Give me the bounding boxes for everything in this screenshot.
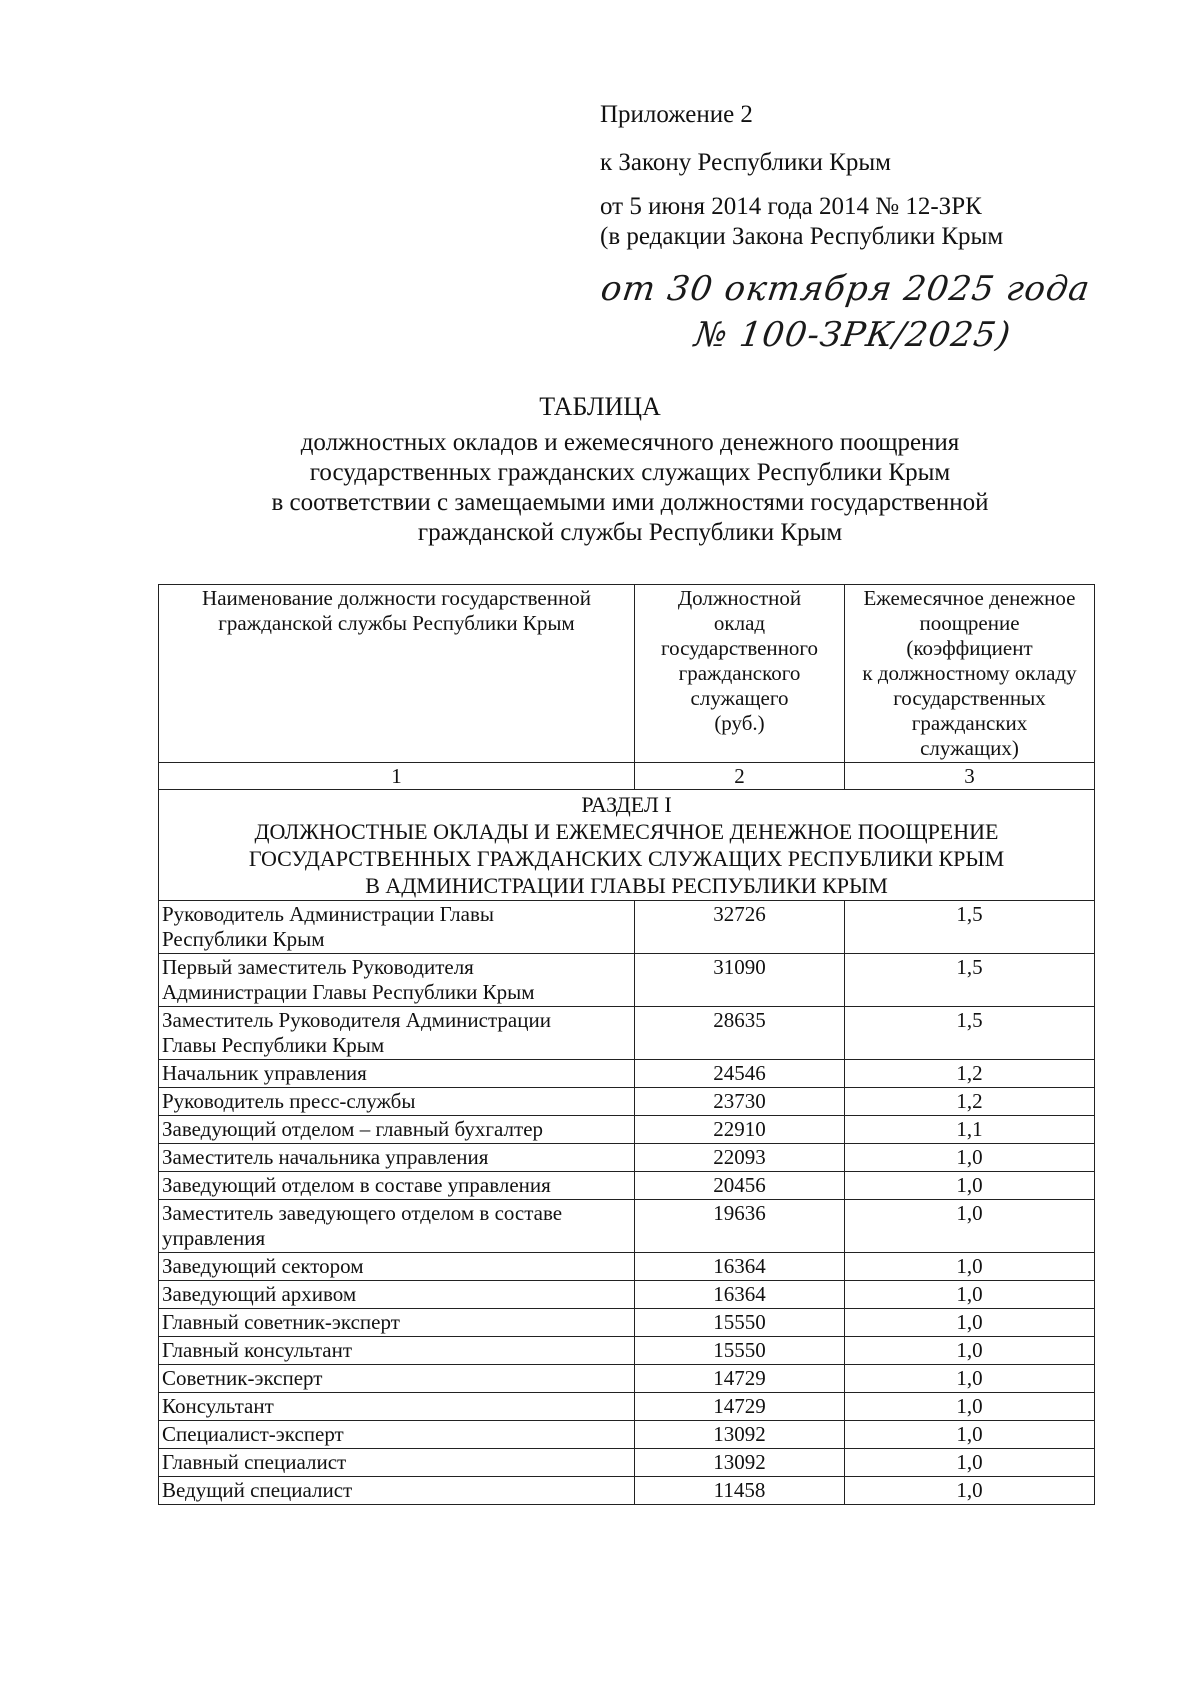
salary-cell: 24546 [635, 1060, 845, 1088]
table-row [159, 1007, 1095, 1060]
section-line: ДОЛЖНОСТНЫЕ ОКЛАДЫ И ЕЖЕМЕСЯЧНОЕ ДЕНЕЖНОЕ ПООЩРЕНИЕ [254, 819, 999, 844]
subtitle-line: в соответствии с замещаемыми ими должностями государственной [271, 489, 989, 516]
appendix-block [600, 100, 1003, 252]
coefficient-cell: 1,0 [845, 1393, 1095, 1421]
position-name-line: Главный советник-эксперт [162, 1310, 400, 1334]
position-name-cell [159, 1421, 635, 1449]
position-name-line: Администрации Главы Республики Крым [162, 980, 535, 1004]
coefficient-cell: 1,1 [845, 1116, 1095, 1144]
section-line: В АДМИНИСТРАЦИИ ГЛАВЫ РЕСПУБЛИКИ КРЫМ [365, 873, 888, 898]
coefficient-cell: 1,5 [845, 1007, 1095, 1060]
position-name-cell [159, 1253, 635, 1281]
header-line: государственных [893, 686, 1046, 710]
salary-cell: 16364 [635, 1281, 845, 1309]
header-line: Наименование должности государственной [202, 586, 591, 610]
coefficient-cell: 1,0 [845, 1172, 1095, 1200]
header-line: гражданской службы Республики Крым [218, 611, 575, 635]
position-name-line: Главный консультант [162, 1338, 353, 1362]
position-name-cell [159, 1281, 635, 1309]
header-line: гражданского [678, 661, 801, 685]
appendix-date-number: от 5 июня 2014 года 2014 № 12-ЗРК [600, 193, 982, 220]
header-line: оклад [713, 611, 766, 635]
document-subtitle [0, 428, 1200, 548]
position-name-line: Заместитель начальника управления [162, 1145, 489, 1169]
coefficient-cell: 1,5 [845, 954, 1095, 1007]
table-row [159, 1088, 1095, 1116]
salary-cell: 32726 [635, 901, 845, 954]
appendix-law: к Закону Республики Крым [600, 149, 891, 176]
position-name-cell [159, 1477, 635, 1505]
table-header-row [159, 585, 1095, 763]
position-name-line: Руководитель пресс-службы [162, 1089, 416, 1113]
position-name-cell [159, 1060, 635, 1088]
appendix-title: Приложение 2 [600, 101, 753, 128]
table-row [159, 1144, 1095, 1172]
table-row [159, 1281, 1095, 1309]
header-line: поощрение [919, 611, 1020, 635]
coefficient-cell: 1,0 [845, 1253, 1095, 1281]
position-name-line: Республики Крым [162, 927, 325, 951]
header-line: служащего [690, 686, 789, 710]
coefficient-cell: 1,5 [845, 901, 1095, 954]
table-body [159, 790, 1095, 1505]
table-row [159, 1393, 1095, 1421]
table-row [159, 1172, 1095, 1200]
coefficient-cell: 1,2 [845, 1088, 1095, 1116]
position-name-cell [159, 1200, 635, 1253]
header-line: (руб.) [714, 711, 765, 735]
section-line: РАЗДЕЛ I [581, 792, 672, 817]
position-name-line: Консультант [162, 1394, 274, 1418]
coefficient-cell: 1,0 [845, 1200, 1095, 1253]
position-name-line: Специалист-эксперт [162, 1422, 344, 1446]
position-name-cell [159, 1088, 635, 1116]
salary-cell: 15550 [635, 1337, 845, 1365]
handwritten-amendment [592, 266, 1094, 358]
header-bonus [845, 585, 1095, 763]
position-name-line: Заместитель заведующего отделом в составе [162, 1201, 563, 1225]
coefficient-cell: 1,0 [845, 1309, 1095, 1337]
subtitle-line: должностных окладов и ежемесячного денежного поощрения [300, 429, 960, 456]
table-row [159, 1421, 1095, 1449]
table-row [159, 1253, 1095, 1281]
table-row [159, 1060, 1095, 1088]
salary-cell: 13092 [635, 1421, 845, 1449]
position-name-cell [159, 1337, 635, 1365]
subtitle-line: государственных гражданских служащих Республики Крым [309, 459, 951, 486]
salary-cell: 31090 [635, 954, 845, 1007]
position-name-line: Руководитель Администрации Главы [162, 902, 494, 926]
salary-cell: 14729 [635, 1393, 845, 1421]
salary-cell: 28635 [635, 1007, 845, 1060]
header-salary [635, 585, 845, 763]
salary-cell: 22093 [635, 1144, 845, 1172]
salary-cell: 15550 [635, 1309, 845, 1337]
coefficient-cell: 1,2 [845, 1060, 1095, 1088]
coefficient-cell: 1,0 [845, 1449, 1095, 1477]
coefficient-cell: 1,0 [845, 1281, 1095, 1309]
section-heading-row [159, 790, 1095, 901]
salary-cell: 13092 [635, 1449, 845, 1477]
header-line: государственного [660, 636, 819, 660]
document-title: ТАБЛИЦА [539, 392, 661, 421]
table-row [159, 1116, 1095, 1144]
position-name-cell [159, 1007, 635, 1060]
table-row [159, 1449, 1095, 1477]
position-name-cell [159, 1172, 635, 1200]
column-number: 2 [635, 763, 845, 790]
position-name-line: Первый заместитель Руководителя [162, 955, 474, 979]
position-name-cell [159, 1393, 635, 1421]
position-name-cell [159, 1116, 635, 1144]
position-name-cell [159, 1309, 635, 1337]
position-name-cell [159, 1365, 635, 1393]
position-name-line: Советник-эксперт [162, 1366, 323, 1390]
salary-cell: 16364 [635, 1253, 845, 1281]
position-name-line: Начальник управления [162, 1061, 367, 1085]
handwritten-date: от 30 октября 2025 года [598, 269, 1093, 309]
salary-cell: 19636 [635, 1200, 845, 1253]
position-name-cell [159, 901, 635, 954]
salary-cell: 23730 [635, 1088, 845, 1116]
coefficient-cell: 1,0 [845, 1365, 1095, 1393]
position-name-line: Заведующий отделом в составе управления [162, 1173, 551, 1197]
salary-table [158, 584, 1095, 1505]
header-line: к должностному окладу [862, 661, 1077, 685]
coefficient-cell: 1,0 [845, 1421, 1095, 1449]
position-name-line: Заведующий отделом – главный бухгалтер [162, 1117, 544, 1141]
section-heading [159, 790, 1095, 901]
header-line: Должностной [677, 586, 802, 610]
position-name-line: Главы Республики Крым [162, 1033, 385, 1057]
salary-cell: 20456 [635, 1172, 845, 1200]
coefficient-cell: 1,0 [845, 1337, 1095, 1365]
column-number: 3 [845, 763, 1095, 790]
table-row [159, 901, 1095, 954]
table-row [159, 1309, 1095, 1337]
salary-cell: 11458 [635, 1477, 845, 1505]
position-name-line: управления [162, 1226, 266, 1250]
header-line: гражданских [911, 711, 1028, 735]
header-line: служащих) [920, 736, 1019, 760]
column-number: 1 [159, 763, 635, 790]
subtitle-line: гражданской службы Республики Крым [417, 519, 843, 546]
handwritten-number: № 100-ЗРК/2025) [691, 315, 1014, 355]
table-row [159, 1200, 1095, 1253]
table-row [159, 954, 1095, 1007]
position-name-cell [159, 954, 635, 1007]
position-name-line: Ведущий специалист [162, 1478, 353, 1502]
column-number-row [159, 763, 1095, 790]
header-line: Ежемесячное денежное [863, 586, 1076, 610]
position-name-cell [159, 1449, 635, 1477]
position-name-line: Заместитель Руководителя Администрации [162, 1008, 551, 1032]
table-row [159, 1365, 1095, 1393]
header-position [159, 585, 635, 763]
salary-cell: 14729 [635, 1365, 845, 1393]
table-row [159, 1337, 1095, 1365]
section-line: ГОСУДАРСТВЕННЫХ ГРАЖДАНСКИХ СЛУЖАЩИХ РЕСПУБЛИКИ КРЫМ [248, 846, 1005, 871]
position-name-line: Главный специалист [162, 1450, 347, 1474]
table-row [159, 1477, 1095, 1505]
position-name-line: Заведующий сектором [162, 1254, 364, 1278]
position-name-cell [159, 1144, 635, 1172]
coefficient-cell: 1,0 [845, 1477, 1095, 1505]
position-name-line: Заведующий архивом [162, 1282, 357, 1306]
salary-cell: 22910 [635, 1116, 845, 1144]
appendix-edition: (в редакции Закона Республики Крым [600, 223, 1004, 250]
header-line: (коэффициент [906, 636, 1033, 660]
coefficient-cell: 1,0 [845, 1144, 1095, 1172]
